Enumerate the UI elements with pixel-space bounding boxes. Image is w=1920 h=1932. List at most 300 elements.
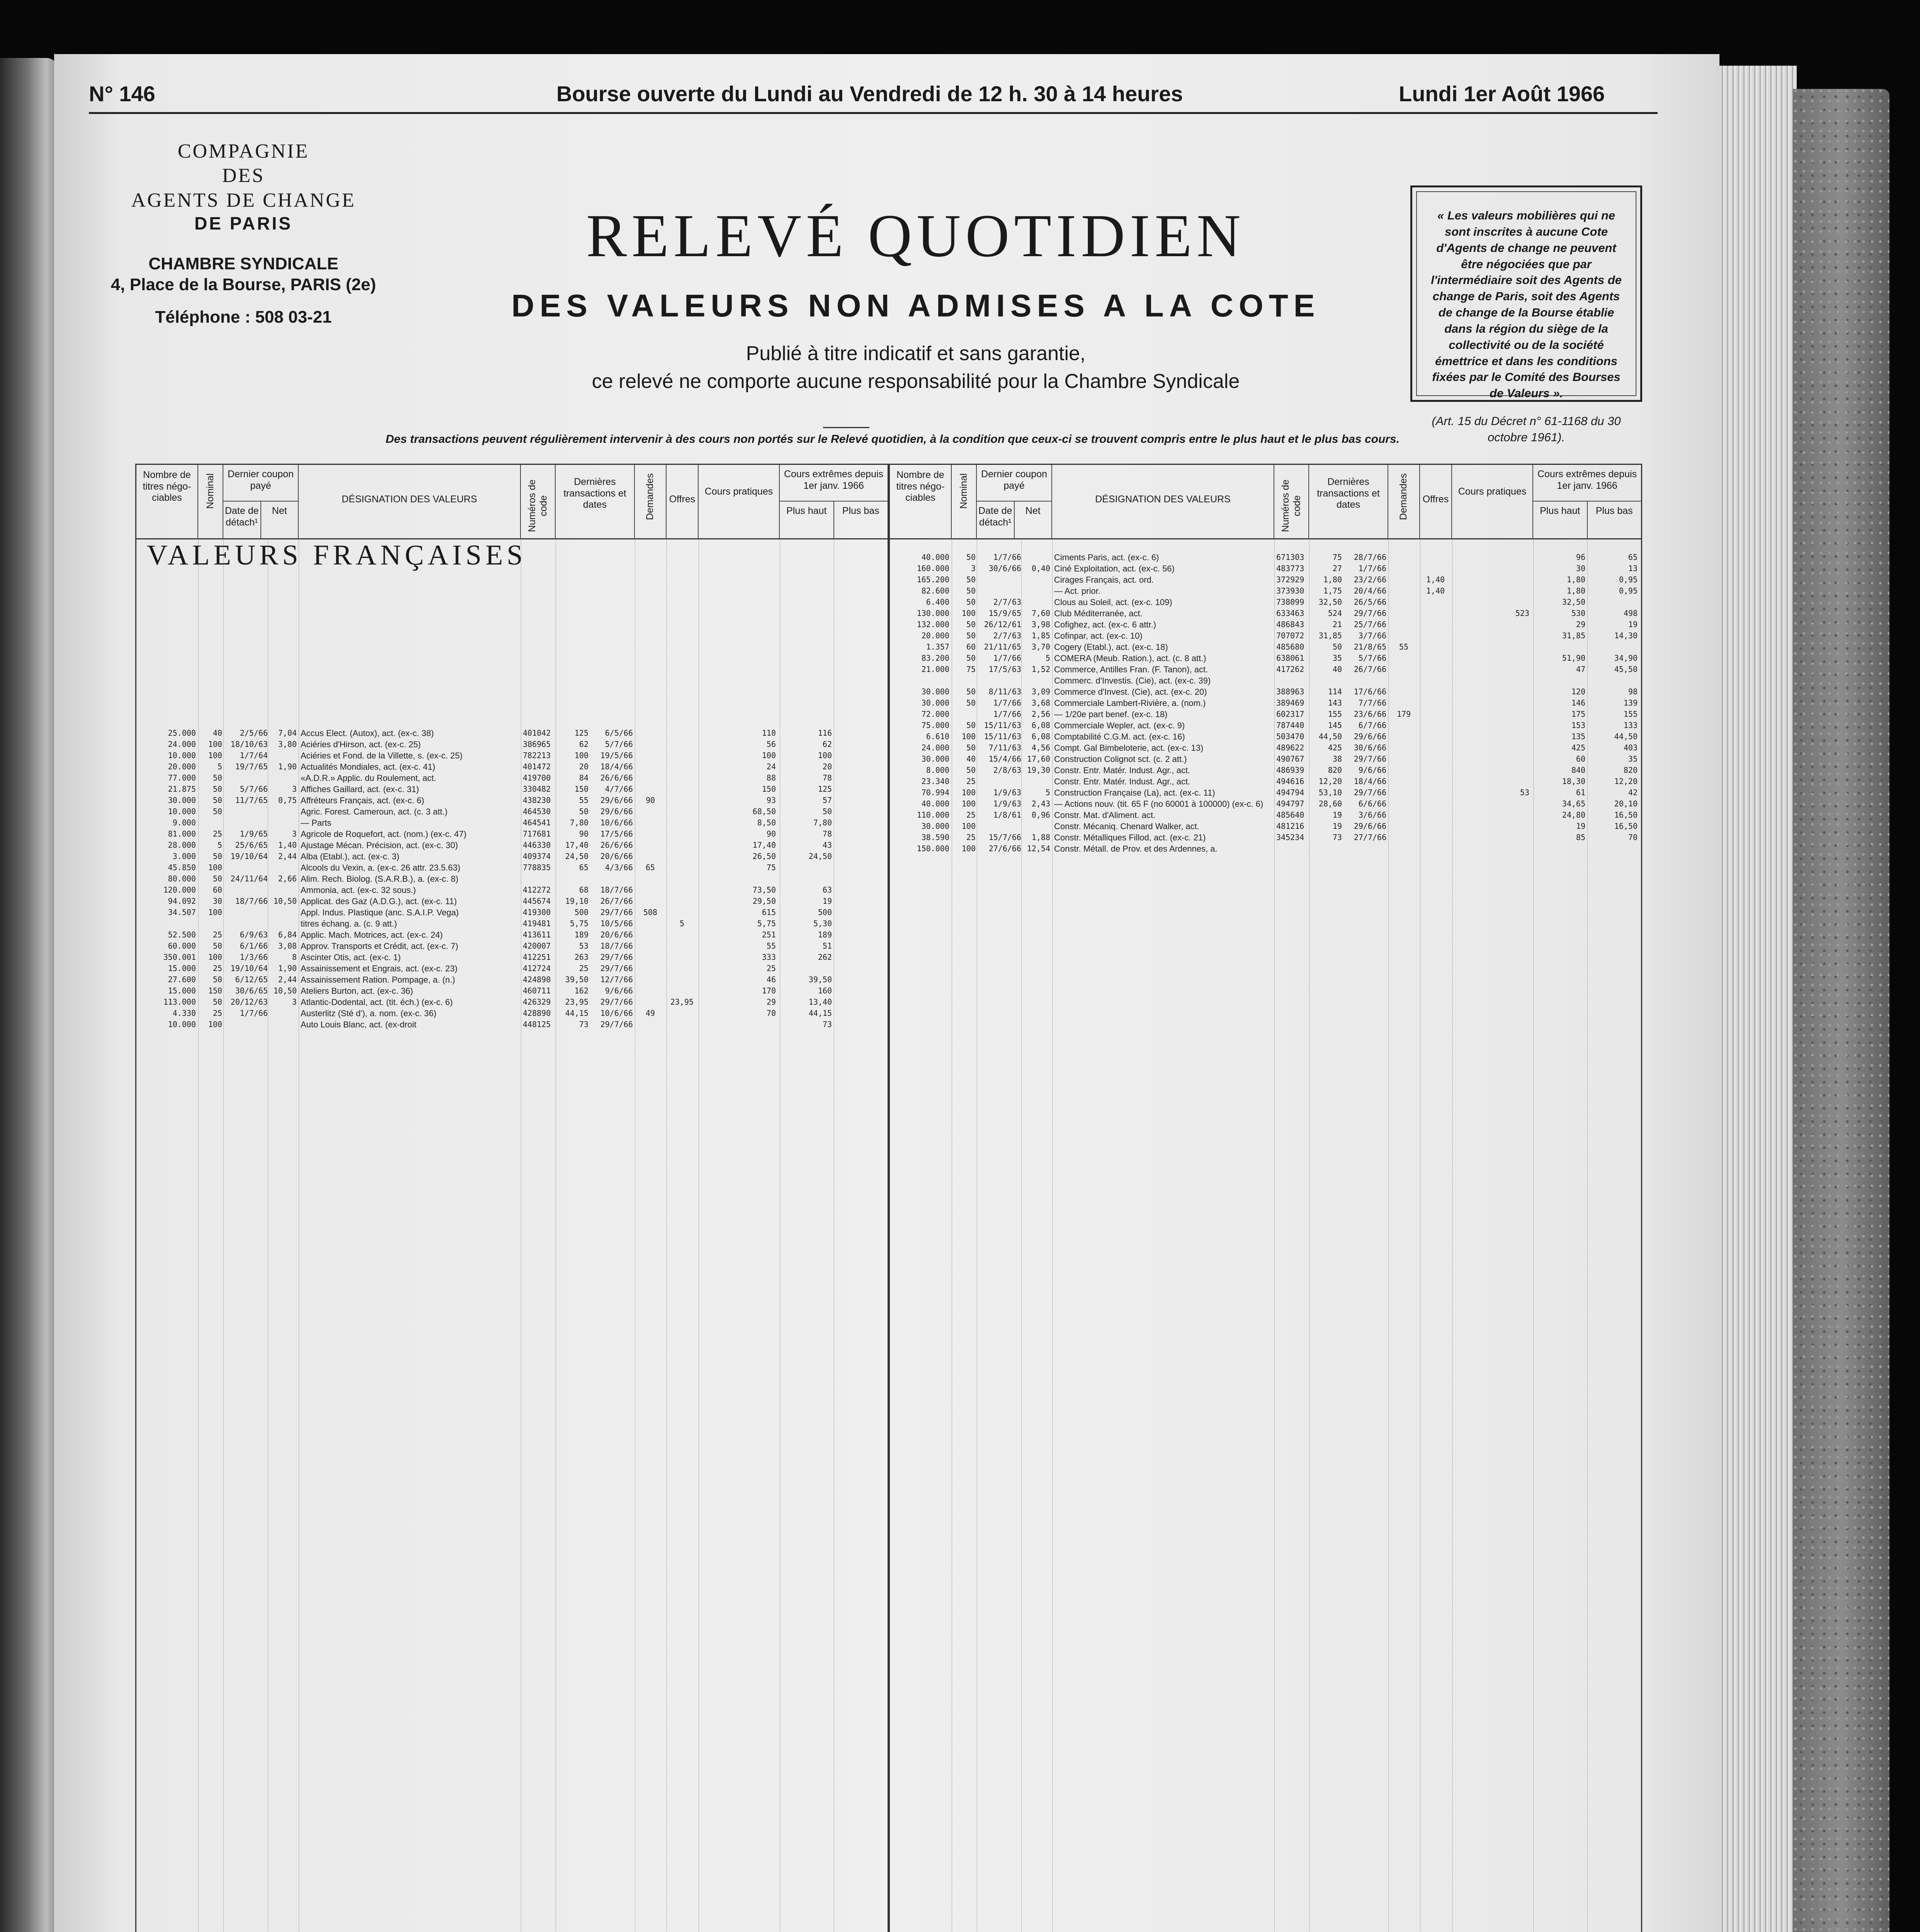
cell-code: 633463 xyxy=(1276,609,1304,618)
cell-date-detach: 20/12/63 xyxy=(230,997,268,1007)
cell-last-transaction: 73 xyxy=(579,1020,588,1029)
cell-code: 420007 xyxy=(523,941,551,951)
cell-nominal: 40 xyxy=(213,728,222,738)
cell-net: 3 xyxy=(292,997,297,1007)
table-row xyxy=(890,597,1641,608)
cell-nb-titres: 10.000 xyxy=(168,807,196,816)
cell-last-transaction: 68 xyxy=(579,885,588,895)
cell-cours-pratiques: 17,40 xyxy=(752,840,776,850)
cell-code: 485680 xyxy=(1276,642,1304,651)
cell-date-detach: 21/11/65 xyxy=(984,642,1021,651)
cell-nominal: 50 xyxy=(966,721,976,730)
cell-plus-haut: 62 xyxy=(822,740,832,749)
header-dernieres: Dernières transactions et dates xyxy=(556,465,635,538)
cell-nominal: 50 xyxy=(213,773,222,782)
cell-code: 503470 xyxy=(1276,732,1304,741)
cell-net: 2,56 xyxy=(1031,709,1050,719)
header-net: Net xyxy=(272,505,287,516)
cell-plus-haut: 30 xyxy=(1576,564,1585,573)
table-row xyxy=(136,806,888,817)
cell-nominal: 150 xyxy=(208,986,222,995)
cell-date-detach: 1/7/64 xyxy=(240,751,268,760)
cell-last-date: 18/4/66 xyxy=(600,762,633,771)
cell-designation: Atlantic-Dodental, act. (tit. éch.) (ex-c. 6) xyxy=(301,997,453,1007)
cell-designation: COMERA (Meub. Ration.), act. (c. 8 att.) xyxy=(1054,653,1206,663)
cell-net: 1,90 xyxy=(278,762,297,771)
cell-net: 5 xyxy=(1045,653,1050,663)
header-dernier-coupon-label: Dernier coupon payé xyxy=(223,465,298,502)
header-cours: Cours pratiques xyxy=(699,465,780,538)
cell-designation: Alim. Rech. Biolog. (S.A.R.B.), a. (ex-c. 8) xyxy=(301,874,459,884)
header-offres: Offres xyxy=(1420,465,1452,538)
cell-offres: 5 xyxy=(679,919,685,928)
header-demandes xyxy=(1388,465,1420,538)
cell-last-date: 10/6/66 xyxy=(600,818,633,827)
cell-plus-haut: 153 xyxy=(1571,721,1585,730)
cell-date-detach: 6/1/66 xyxy=(240,941,268,951)
cell-nb-titres: 27.600 xyxy=(168,975,196,984)
cell-cours-pratiques: 5,75 xyxy=(757,919,776,928)
header-rule xyxy=(89,112,1658,114)
header-dernier-coupon-label: Dernier coupon payé xyxy=(977,465,1051,502)
cell-net: 3,80 xyxy=(278,740,297,749)
cell-last-date: 21/8/65 xyxy=(1354,642,1386,651)
cell-nominal: 50 xyxy=(966,553,976,562)
cell-demandes: 508 xyxy=(643,908,658,917)
cell-nb-titres: 15.000 xyxy=(168,964,196,973)
table-row xyxy=(890,608,1641,619)
cell-code: 738099 xyxy=(1276,597,1304,607)
header-extremes xyxy=(780,465,888,538)
legal-notice-box xyxy=(1410,185,1642,444)
cell-nominal: 25 xyxy=(966,777,976,786)
cell-nb-titres: 75.000 xyxy=(921,721,949,730)
cell-plus-haut: 29 xyxy=(1576,620,1585,629)
cell-nb-titres: 350.001 xyxy=(163,952,196,962)
cell-last-date: 6/5/66 xyxy=(605,728,633,738)
cell-nominal: 25 xyxy=(213,930,222,939)
cell-last-transaction: 20 xyxy=(579,762,588,771)
table-row xyxy=(136,985,888,997)
table-row xyxy=(136,851,888,862)
cell-designation: Ammonia, act. (ex-c. 32 sous.) xyxy=(301,885,416,895)
cell-designation: Compt. Gal Bimbeloterie, act. (ex-c. 13) xyxy=(1054,743,1204,753)
cell-designation: Appl. Indus. Plastique (anc. S.A.I.P. Vega) xyxy=(301,908,459,917)
cell-last-transaction: 55 xyxy=(579,796,588,805)
cell-last-transaction: 17,40 xyxy=(565,840,588,850)
cell-plus-bas: 13 xyxy=(1628,564,1638,573)
cell-code: 445674 xyxy=(523,896,551,906)
cell-code: 401042 xyxy=(523,728,551,738)
cell-cours-pratiques: 56 xyxy=(766,740,776,749)
cell-last-transaction: 28,60 xyxy=(1318,799,1342,808)
cell-demandes: 65 xyxy=(645,863,655,872)
header-nb-titres: Nombre de titres négo-ciables xyxy=(136,465,198,538)
cell-last-transaction: 38 xyxy=(1332,754,1342,764)
cell-nb-titres: 30.000 xyxy=(921,821,949,831)
table-row xyxy=(890,563,1641,574)
cell-last-date: 10/5/66 xyxy=(600,919,633,928)
cell-designation: Applicat. des Gaz (A.D.G.), act. (ex-c. 11) xyxy=(301,896,457,906)
cell-last-transaction: 143 xyxy=(1328,698,1342,707)
cell-designation: Constr. Mat. d'Aliment. act. xyxy=(1054,810,1156,820)
cell-code: 438230 xyxy=(523,796,551,805)
cell-nominal: 100 xyxy=(961,821,976,831)
cell-last-date: 26/6/66 xyxy=(600,773,633,782)
cell-cours-pratiques: 615 xyxy=(762,908,776,917)
page-stack-edge xyxy=(1719,66,1797,1932)
cell-code: 483773 xyxy=(1276,564,1304,573)
cell-nb-titres: 20.000 xyxy=(168,762,196,771)
cell-code: 490767 xyxy=(1276,754,1304,764)
cell-code: 419700 xyxy=(523,773,551,782)
cell-last-transaction: 32,50 xyxy=(1318,597,1342,607)
cell-designation: — Parts xyxy=(301,818,332,828)
cell-nb-titres: 80.000 xyxy=(168,874,196,883)
cell-net: 6,08 xyxy=(1031,732,1050,741)
cell-cours-pratiques: 53 xyxy=(1520,788,1529,797)
header-plus-bas: Plus bas xyxy=(1595,505,1633,516)
cell-plus-haut: 160 xyxy=(818,986,832,995)
header-numeros xyxy=(521,465,556,538)
cell-last-transaction: 50 xyxy=(579,807,588,816)
cell-nominal: 100 xyxy=(208,952,222,962)
cell-plus-haut: 1,80 xyxy=(1566,575,1585,584)
cell-last-date: 4/3/66 xyxy=(605,863,633,872)
cell-net: 19,30 xyxy=(1027,765,1050,775)
cell-nominal: 50 xyxy=(213,874,222,883)
cell-plus-haut: 5,30 xyxy=(813,919,832,928)
cell-demandes: 179 xyxy=(1396,709,1411,719)
cell-nominal: 50 xyxy=(213,941,222,951)
cell-code: 345234 xyxy=(1276,833,1304,842)
header-plus-haut: Plus haut xyxy=(1533,502,1588,538)
cell-cours-pratiques: 24 xyxy=(766,762,776,771)
cell-net: 2,43 xyxy=(1031,799,1050,808)
cell-plus-bas: 34,90 xyxy=(1614,653,1638,663)
cell-code: 412251 xyxy=(523,952,551,962)
header-cours: Cours pratiques xyxy=(1452,465,1533,538)
cell-last-transaction: 100 xyxy=(574,751,588,760)
cell-designation: Commerce, Antilles Fran. (F. Tanon), act. xyxy=(1054,665,1208,674)
cell-cours-pratiques: 8,50 xyxy=(757,818,776,827)
cell-nb-titres: 1.357 xyxy=(926,642,949,651)
cell-nominal: 60 xyxy=(966,642,976,651)
cell-cours-pratiques: 25 xyxy=(766,964,776,973)
cell-cours-pratiques: 523 xyxy=(1515,609,1529,618)
header-date-detach: Date de détach¹ xyxy=(977,502,1015,538)
table-row xyxy=(136,728,888,739)
cell-nb-titres: 20.000 xyxy=(921,631,949,640)
table-row xyxy=(890,810,1641,821)
cell-designation: Aciéries et Fond. de la Villette, s. (ex-c. 25) xyxy=(301,751,463,760)
cell-designation: Assainissement Ration. Pompage, a. (n.) xyxy=(301,975,455,985)
cell-plus-bas: 0,95 xyxy=(1619,586,1638,595)
cell-last-transaction: 425 xyxy=(1328,743,1342,752)
cell-net: 1,40 xyxy=(278,840,297,850)
cell-last-date: 7/7/66 xyxy=(1358,698,1386,707)
table-row xyxy=(890,552,1641,563)
cell-last-transaction: 62 xyxy=(579,740,588,749)
cell-nb-titres: 34.507 xyxy=(168,908,196,917)
cell-last-transaction: 263 xyxy=(574,952,588,962)
table-row xyxy=(136,817,888,828)
cell-nb-titres: 10.000 xyxy=(168,751,196,760)
header-demandes xyxy=(635,465,667,538)
cell-plus-haut: 262 xyxy=(818,952,832,962)
cell-designation: Cofinpar, act. (ex-c. 10) xyxy=(1054,631,1143,641)
header-numeros xyxy=(1274,465,1309,538)
cell-nb-titres: 6.400 xyxy=(926,597,949,607)
cell-net: 3 xyxy=(292,829,297,838)
cell-last-date: 29/6/66 xyxy=(1354,821,1386,831)
cell-nb-titres: 60.000 xyxy=(168,941,196,951)
cell-last-transaction: 24,50 xyxy=(565,852,588,861)
cell-code: 412272 xyxy=(523,885,551,895)
cell-last-date: 1/7/66 xyxy=(1358,564,1386,573)
cell-nominal: 3 xyxy=(971,564,976,573)
company-address: 4, Place de la Bourse, PARIS (2e) xyxy=(111,275,376,294)
table-row xyxy=(136,940,888,952)
cell-plus-haut: 18,30 xyxy=(1562,777,1585,786)
cell-code: 448125 xyxy=(523,1020,551,1029)
cell-last-transaction: 90 xyxy=(579,829,588,838)
cell-date-detach: 1/3/66 xyxy=(240,952,268,962)
cell-nb-titres: 30.000 xyxy=(168,796,196,805)
table-row xyxy=(890,709,1641,720)
cell-last-transaction: 155 xyxy=(1328,709,1342,719)
cell-date-detach: 1/7/66 xyxy=(993,698,1021,707)
cell-net: 3,98 xyxy=(1031,620,1050,629)
table-row xyxy=(136,784,888,795)
cell-designation: Agricole de Roquefort, act. (nom.) (ex-c. 47) xyxy=(301,829,467,839)
cell-code: 464530 xyxy=(523,807,551,816)
header-nb-titres: Nombre de titres négo-ciables xyxy=(890,465,952,538)
cell-plus-haut: 78 xyxy=(822,773,832,782)
cell-last-date: 5/7/66 xyxy=(1358,653,1386,663)
cell-last-transaction: 1,80 xyxy=(1323,575,1342,584)
cell-code: 464541 xyxy=(523,818,551,827)
cell-last-date: 28/7/66 xyxy=(1354,553,1386,562)
cell-plus-haut: 39,50 xyxy=(808,975,832,984)
cell-cours-pratiques: 93 xyxy=(766,796,776,805)
cell-nb-titres: 8.000 xyxy=(926,765,949,775)
cell-last-date: 26/6/66 xyxy=(600,840,633,850)
cell-date-detach: 1/7/66 xyxy=(993,553,1021,562)
cell-date-detach: 15/9/65 xyxy=(988,609,1021,618)
company-phone: Téléphone : 508 03-21 xyxy=(155,307,332,327)
cell-last-date: 5/7/66 xyxy=(605,740,633,749)
cell-last-date: 10/6/66 xyxy=(600,1009,633,1018)
cell-nb-titres: 110.000 xyxy=(917,810,949,820)
cell-nb-titres: 52.500 xyxy=(168,930,196,939)
cell-designation: Club Méditerranée, act. xyxy=(1054,609,1143,618)
cell-last-transaction: 40 xyxy=(1332,665,1342,674)
cell-last-transaction: 150 xyxy=(574,784,588,794)
cell-plus-haut: 100 xyxy=(818,751,832,760)
cell-nominal: 60 xyxy=(213,885,222,895)
disclaimer-line-1: Publié à titre indicatif et sans garantie, xyxy=(746,342,1086,365)
cell-designation: Ciments Paris, act. (ex-c. 6) xyxy=(1054,553,1159,562)
table-row xyxy=(136,907,888,918)
cell-date-detach: 2/7/63 xyxy=(993,597,1021,607)
cell-nb-titres: 21.000 xyxy=(921,665,949,674)
cell-last-transaction: 524 xyxy=(1328,609,1342,618)
cell-last-date: 9/6/66 xyxy=(1358,765,1386,775)
cell-last-date: 18/4/66 xyxy=(1354,777,1386,786)
cell-plus-haut: 61 xyxy=(1576,788,1585,797)
cell-date-detach: 1/7/66 xyxy=(993,653,1021,663)
cell-code: 426329 xyxy=(523,997,551,1007)
table-row xyxy=(136,974,888,985)
cell-net: 1,90 xyxy=(278,964,297,973)
cell-cours-pratiques: 29 xyxy=(766,997,776,1007)
cell-nb-titres: 165.200 xyxy=(917,575,949,584)
header-extremes xyxy=(1533,465,1641,538)
cell-designation: Construction Colignot sct. (c. 2 att.) xyxy=(1054,754,1187,764)
opening-hours: Bourse ouverte du Lundi au Vendredi de 12 h. 30 à 14 heures xyxy=(556,82,1183,106)
header-demandes-text: Demandes xyxy=(645,473,656,520)
cell-cours-pratiques: 70 xyxy=(766,1009,776,1018)
cell-last-date: 29/7/66 xyxy=(600,1020,633,1029)
cell-nb-titres: 4.330 xyxy=(172,1009,196,1018)
cell-nominal: 100 xyxy=(961,609,976,618)
cell-plus-haut: 840 xyxy=(1571,765,1585,775)
cell-code: 707072 xyxy=(1276,631,1304,640)
cell-nb-titres: 83.200 xyxy=(921,653,949,663)
cell-plus-haut: 125 xyxy=(818,784,832,794)
cell-designation: Accus Elect. (Autox), act. (ex-c. 38) xyxy=(301,728,434,738)
table-row xyxy=(890,574,1641,585)
cell-cours-pratiques: 333 xyxy=(762,952,776,962)
cell-code: 409374 xyxy=(523,852,551,861)
cell-date-detach: 2/5/66 xyxy=(240,728,268,738)
cell-code: 638061 xyxy=(1276,653,1304,663)
cell-plus-haut: 50 xyxy=(822,807,832,816)
header-offres: Offres xyxy=(667,465,699,538)
cell-designation: Clous au Soleil, act. (ex-c. 109) xyxy=(1054,597,1172,607)
cell-last-date: 26/7/66 xyxy=(600,896,633,906)
cell-code: 373930 xyxy=(1276,586,1304,595)
cell-last-date: 6/7/66 xyxy=(1358,721,1386,730)
cell-nb-titres: 160.000 xyxy=(917,564,949,573)
cell-date-detach: 5/7/66 xyxy=(240,784,268,794)
right-table-body xyxy=(890,552,1641,854)
cell-last-transaction: 19 xyxy=(1332,821,1342,831)
cell-last-date: 29/6/66 xyxy=(600,807,633,816)
cell-last-transaction: 5,75 xyxy=(570,919,588,928)
cell-nominal: 100 xyxy=(961,799,976,808)
cell-designation: Alba (Etabl.), act. (ex-c. 3) xyxy=(301,852,400,861)
cell-nominal: 100 xyxy=(961,732,976,741)
cell-nominal: 100 xyxy=(961,788,976,797)
issue-number: N° 146 xyxy=(89,82,155,106)
cell-plus-haut: 51 xyxy=(822,941,832,951)
cell-net: 3 xyxy=(292,784,297,794)
cell-code: 460711 xyxy=(523,986,551,995)
table-row xyxy=(136,761,888,772)
cell-last-transaction: 31,85 xyxy=(1318,631,1342,640)
cell-cours-pratiques: 26,50 xyxy=(752,852,776,861)
cell-last-date: 9/6/66 xyxy=(605,986,633,995)
cell-net: 1,85 xyxy=(1031,631,1050,640)
cell-plus-haut: 175 xyxy=(1571,709,1585,719)
cell-date-detach: 2/8/63 xyxy=(993,765,1021,775)
cell-date-detach: 2/7/63 xyxy=(993,631,1021,640)
table-row xyxy=(136,997,888,1008)
cell-code: 419300 xyxy=(523,908,551,917)
cell-plus-haut: 7,80 xyxy=(813,818,832,827)
cell-nb-titres: 30.000 xyxy=(921,687,949,696)
cell-plus-haut: 135 xyxy=(1571,732,1585,741)
cell-code: 489622 xyxy=(1276,743,1304,752)
cell-plus-bas: 70 xyxy=(1628,833,1638,842)
cell-last-transaction: 19,10 xyxy=(565,896,588,906)
cell-last-transaction: 44,15 xyxy=(565,1009,588,1018)
cell-nominal: 50 xyxy=(966,687,976,696)
table-row xyxy=(890,686,1641,697)
cell-cours-pratiques: 75 xyxy=(766,863,776,872)
cell-date-detach: 1/9/63 xyxy=(993,788,1021,797)
cell-plus-bas: 498 xyxy=(1623,609,1638,618)
cell-nominal: 100 xyxy=(208,908,222,917)
cell-nominal: 25 xyxy=(213,1009,222,1018)
cell-code: 486939 xyxy=(1276,765,1304,775)
cell-net: 0,75 xyxy=(278,796,297,805)
title-rule xyxy=(823,427,869,428)
cell-code: 782213 xyxy=(523,751,551,760)
company-line-5: CHAMBRE SYNDICALE xyxy=(148,254,338,274)
header-plus-haut: Plus haut xyxy=(780,502,834,538)
cell-code: 778835 xyxy=(523,863,551,872)
cell-nb-titres: 113.000 xyxy=(163,997,196,1007)
cell-last-date: 29/6/66 xyxy=(1354,732,1386,741)
right-table xyxy=(889,464,1642,1932)
cell-plus-bas: 820 xyxy=(1623,765,1638,775)
cell-last-transaction: 189 xyxy=(574,930,588,939)
cell-designation: Approv. Transports et Crédit, act. (ex-c. 7) xyxy=(301,941,458,951)
cell-plus-haut: 57 xyxy=(822,796,832,805)
cell-nb-titres: 45.850 xyxy=(168,863,196,872)
left-table-header xyxy=(136,465,888,539)
table-row xyxy=(890,641,1641,653)
cell-code: 424890 xyxy=(523,975,551,984)
cell-date-detach: 8/11/63 xyxy=(988,687,1021,696)
cell-code: 717681 xyxy=(523,829,551,838)
table-row xyxy=(136,750,888,761)
cell-nominal: 25 xyxy=(966,833,976,842)
cell-code: 417262 xyxy=(1276,665,1304,674)
cell-designation: Commerciale Wepler, act. (ex-c. 9) xyxy=(1054,721,1185,730)
cell-plus-bas: 45,50 xyxy=(1614,665,1638,674)
cell-cours-pratiques: 170 xyxy=(762,986,776,995)
table-row xyxy=(136,884,888,896)
cell-designation: Cirages Français, act. ord. xyxy=(1054,575,1154,585)
cell-net: 10,50 xyxy=(273,986,297,995)
cell-code: 602317 xyxy=(1276,709,1304,719)
cell-nb-titres: 24.000 xyxy=(168,740,196,749)
cell-last-transaction: 12,20 xyxy=(1318,777,1342,786)
cell-nominal: 50 xyxy=(966,698,976,707)
cell-nb-titres: 82.600 xyxy=(921,586,949,595)
cell-date-detach: 15/11/63 xyxy=(984,732,1021,741)
table-row xyxy=(890,776,1641,787)
cell-designation: Ciné Exploitation, act. (ex-c. 56) xyxy=(1054,564,1175,573)
cell-last-date: 29/7/66 xyxy=(600,908,633,917)
cell-last-date: 6/6/66 xyxy=(1358,799,1386,808)
cell-last-date: 18/7/66 xyxy=(600,885,633,895)
cell-plus-haut: 19 xyxy=(822,896,832,906)
